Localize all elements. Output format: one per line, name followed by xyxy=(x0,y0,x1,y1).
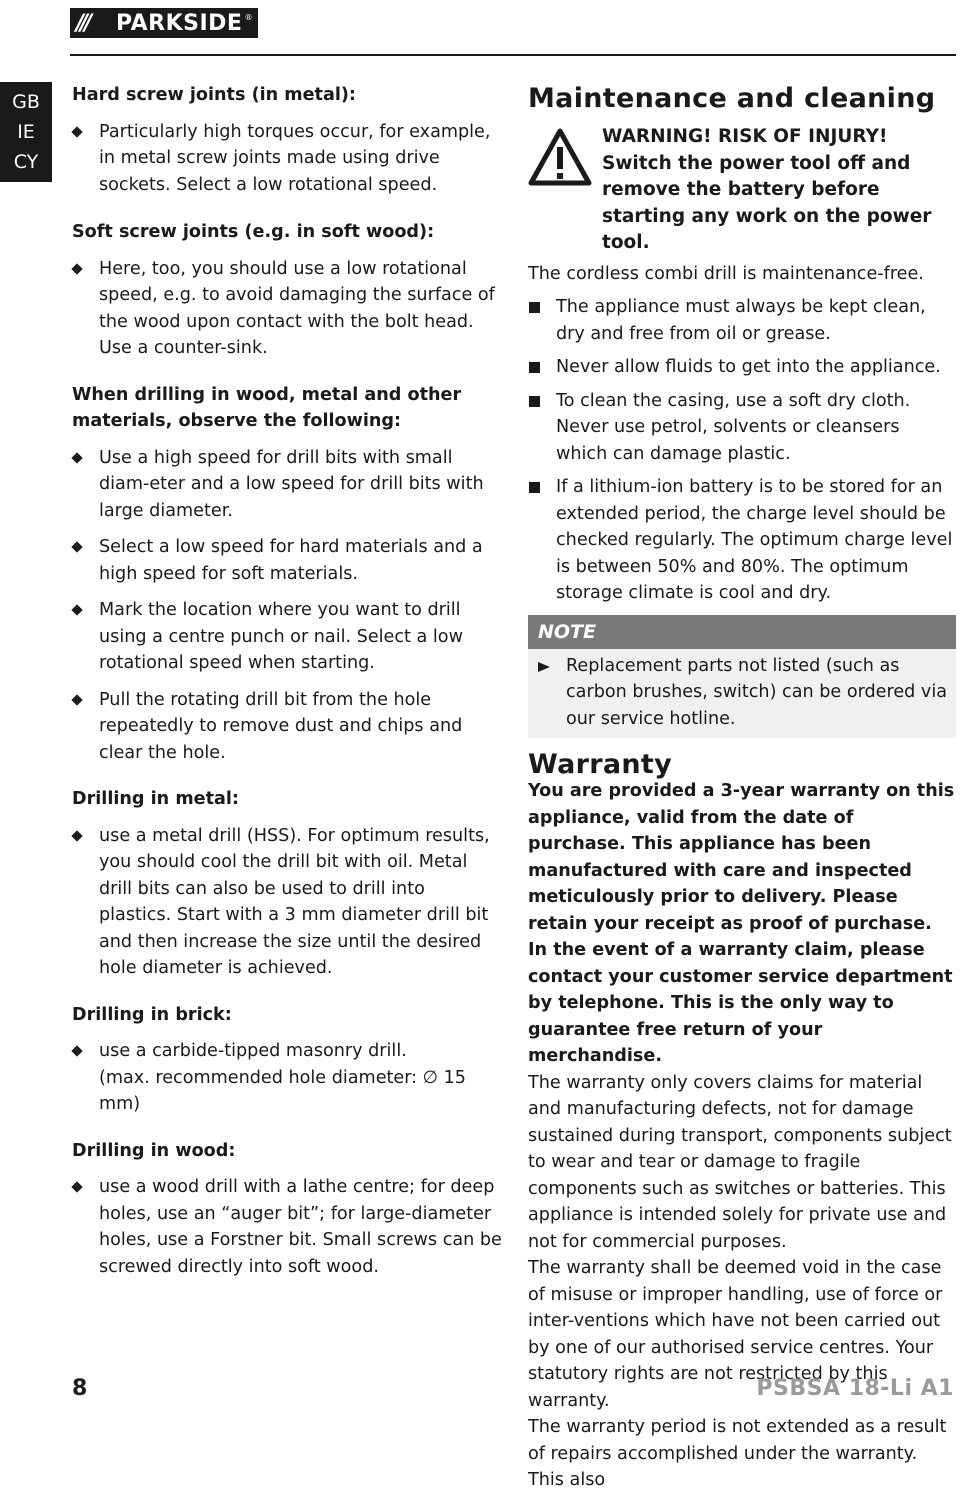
arrow-bullet-icon xyxy=(538,662,550,672)
warning-triangle-icon xyxy=(528,128,592,188)
list-item xyxy=(72,256,502,362)
maintenance-list xyxy=(528,294,956,607)
list-item-text: Select a low speed for hard materials and a high speed for soft materials. xyxy=(99,537,483,584)
left-column xyxy=(72,82,502,1280)
list-item xyxy=(538,653,948,733)
page-number: 8 xyxy=(72,1376,88,1401)
warranty-paragraph: The warranty shall be deemed void in the case of misuse or improper handling, use of force or inter-ventions which have not been carried out by one of our authorised service centres. Your statutory rights are not restricted by this warranty. xyxy=(528,1258,943,1411)
note-label: NOTE xyxy=(528,615,956,649)
diamond-bullet-icon xyxy=(71,126,82,137)
list-item-text: Mark the location where you want to drill using a centre punch or nail. Select a low rotational speed when starting. xyxy=(99,600,463,673)
section-heading: When drilling in wood, metal and other materials, observe the following: xyxy=(72,384,462,431)
maintenance-title: Maintenance and cleaning xyxy=(528,83,936,114)
warranty-paragraph: The warranty only covers claims for material and manufacturing defects, not for damage sustained during transport, components subject to wear and tear or damage to fragile components such as switches or batteries. This appliance is intended solely for private use and not for commercial purposes. xyxy=(528,1072,952,1252)
list-item-text: Pull the rotating drill bit from the hole repeatedly to remove dust and chips and clear the hole. xyxy=(99,689,463,763)
warning-block xyxy=(528,124,956,257)
right-column xyxy=(528,82,956,1494)
list-item xyxy=(72,687,502,767)
language-tab xyxy=(0,82,52,182)
list-item xyxy=(528,294,956,347)
list-item xyxy=(72,823,502,982)
note-list xyxy=(538,653,948,733)
logo-slashes: /// xyxy=(76,10,89,36)
section-heading: Soft screw joints (e.g. in soft wood): xyxy=(72,222,435,242)
parkside-logo xyxy=(70,8,258,38)
list-item-text: use a metal drill (HSS). For optimum results, you should cool the drill bit with oil. Metal drill bits can also be used to drill into plastics. Start with a 3 mm diameter drill bit and then increase the size until the desired hole diameter is achieved. xyxy=(99,825,490,978)
list-item xyxy=(72,1174,502,1280)
section-heading: Hard screw joints (in metal): xyxy=(72,85,356,105)
warranty-title: Warranty xyxy=(528,749,673,780)
list-item xyxy=(72,597,502,677)
diamond-bullet-icon xyxy=(71,263,82,274)
bullet-list xyxy=(72,1038,502,1118)
logo-brand: PARKSIDE xyxy=(116,10,243,36)
bullet-list xyxy=(72,1174,502,1280)
diamond-bullet-icon xyxy=(71,541,82,552)
model-name: PSBSA 18-Li A1 xyxy=(756,1376,954,1401)
list-item-text: Use a high speed for drill bits with small diam-eter and a low speed for drill bits with large diameter. xyxy=(99,447,484,521)
list-item-text: The appliance must always be kept clean, dry and free from oil or grease. xyxy=(556,297,926,344)
square-bullet-icon xyxy=(529,362,540,373)
list-item xyxy=(72,445,502,525)
list-item-text: If a lithium-ion battery is to be stored for an extended period, the charge level should be checked regularly. The optimum charge level is between 50% and 80%. The optimum storage climate is cool and dry. xyxy=(556,477,953,603)
lang-code: IE xyxy=(17,121,35,143)
note-text: Replacement parts not listed (such as carbon brushes, switch) can be ordered via our service hotline. xyxy=(566,655,948,729)
warranty-intro: You are provided a 3-year warranty on this appliance, valid from the date of purchase. This appliance has been manufactured with care and inspected meticulously prior to delivery. Please retain your receipt as proof of purchase. In the event of a warranty claim, please contact your customer service department by telephone. This is the only way to guarantee free return of your merchandise. xyxy=(528,781,955,1066)
list-item xyxy=(72,119,502,199)
list-item-text: Particularly high torques occur, for example, in metal screw joints made using drive sockets. Select a low rotational speed. xyxy=(99,121,491,195)
list-item-text: Here, too, you should use a low rotational speed, e.g. to avoid damaging the surface of the wood upon contact with the bolt head. Use a counter-sink. xyxy=(99,258,495,358)
section-heading: Drilling in brick: xyxy=(72,1004,232,1025)
diamond-bullet-icon xyxy=(71,604,82,615)
diamond-bullet-icon xyxy=(71,452,82,463)
bullet-list xyxy=(72,823,502,982)
bullet-list xyxy=(72,445,502,767)
diamond-bullet-icon xyxy=(71,694,82,705)
warning-text: WARNING! RISK OF INJURY! Switch the power tool off and remove the battery before starting any work on the power tool. xyxy=(602,126,932,253)
list-item xyxy=(72,1038,502,1118)
list-item xyxy=(72,534,502,587)
list-item-text: To clean the casing, use a soft dry cloth. Never use petrol, solvents or cleansers which can damage plastic. xyxy=(556,390,911,464)
lang-code: GB xyxy=(12,91,40,113)
square-bullet-icon xyxy=(529,482,540,493)
section-heading: Drilling in wood: xyxy=(72,1140,236,1161)
diamond-bullet-icon xyxy=(71,1181,82,1192)
list-item-text: use a carbide-tipped masonry drill. xyxy=(99,1041,407,1061)
header-rule xyxy=(70,54,956,56)
bullet-list xyxy=(72,256,502,362)
diamond-bullet-icon xyxy=(71,830,82,841)
note-box xyxy=(528,615,956,739)
maintenance-intro: The cordless combi drill is maintenance-free. xyxy=(528,263,924,284)
list-item xyxy=(528,388,956,468)
bullet-list xyxy=(72,119,502,199)
list-item-text: use a wood drill with a lathe centre; for deep holes, use an “auger bit”; for large-diameter holes, use a Forstner bit. Small screws can be screwed directly into soft wood. xyxy=(99,1177,502,1277)
warranty-paragraph: The warranty period is not extended as a result of repairs accomplished under the warranty. This also xyxy=(528,1417,947,1490)
note-body xyxy=(528,649,956,739)
section-heading: Drilling in metal: xyxy=(72,789,239,809)
lang-code: CY xyxy=(13,151,39,173)
square-bullet-icon xyxy=(529,396,540,407)
diamond-bullet-icon xyxy=(71,1045,82,1056)
list-item-text: Never allow fluids to get into the appliance. xyxy=(556,357,941,377)
list-item-text: (max. recommended hole diameter: ∅ 15 mm) xyxy=(99,1067,466,1114)
logo-registered-mark: ® xyxy=(244,13,253,22)
square-bullet-icon xyxy=(529,302,540,313)
list-item xyxy=(528,474,956,607)
list-item xyxy=(528,354,956,381)
